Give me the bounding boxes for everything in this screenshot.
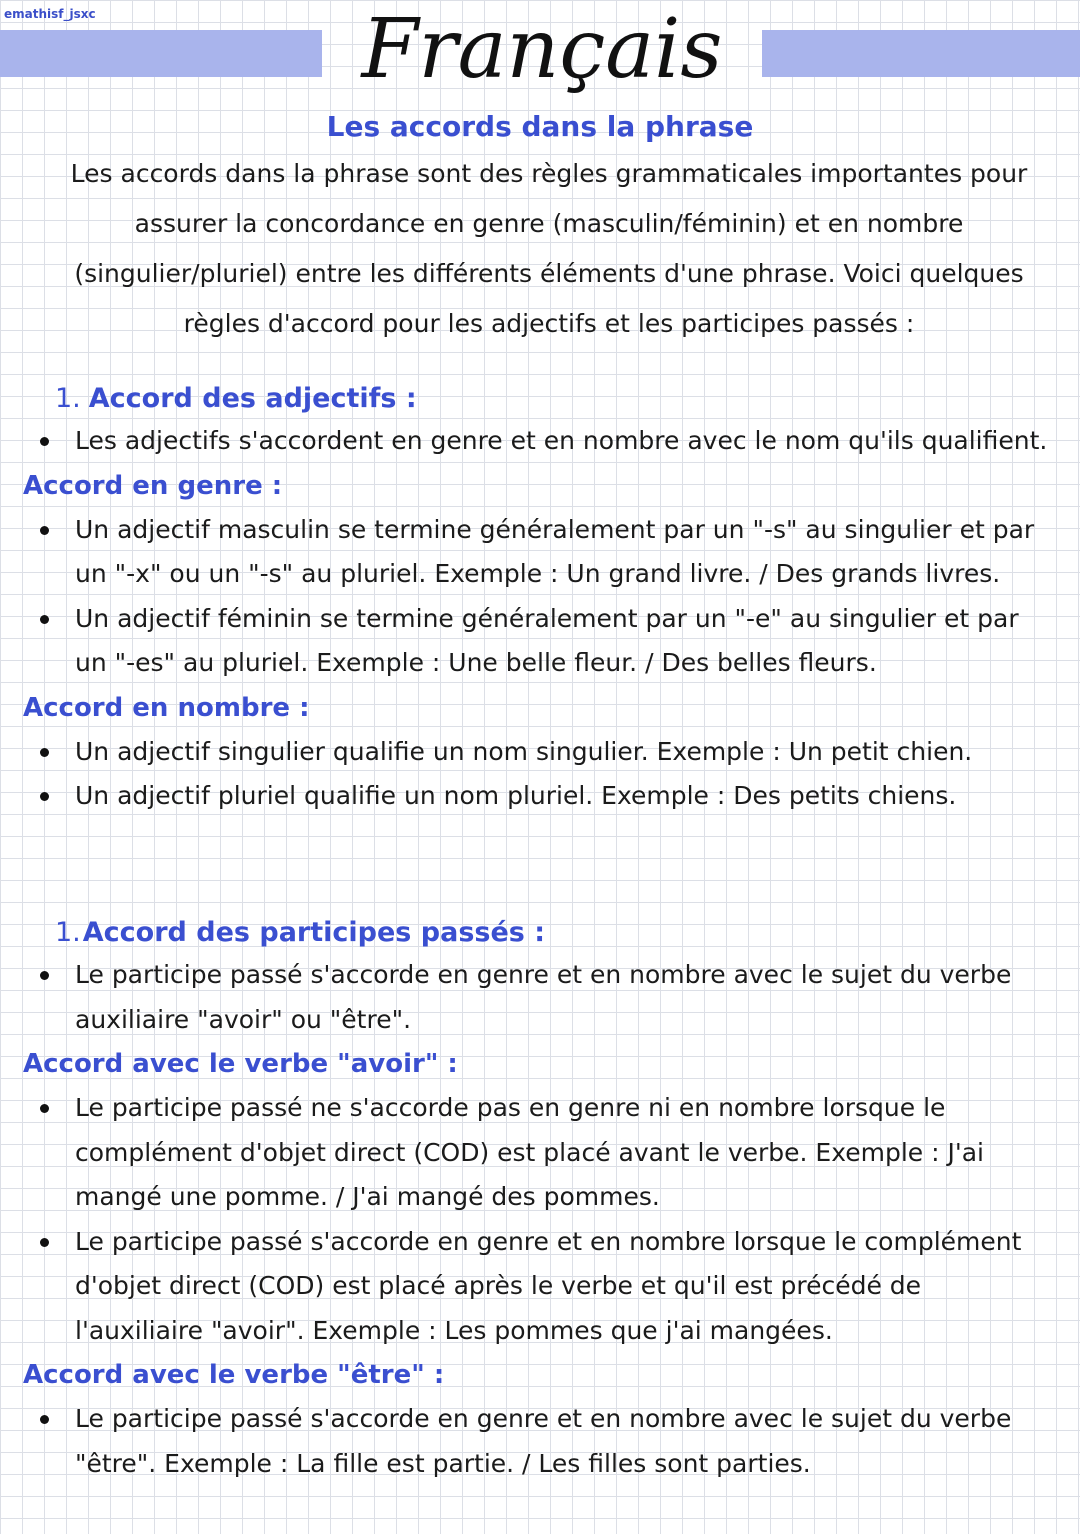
page-subtitle: Les accords dans la phrase bbox=[326, 110, 754, 143]
section-participes bbox=[0, 913, 1080, 1486]
section-number: 1. bbox=[55, 383, 81, 414]
bullet-icon bbox=[40, 971, 49, 980]
bullet-icon bbox=[40, 526, 49, 535]
bullet-text: Un adjectif féminin se termine généralement par un "-e" au singulier et par un "-es" au pluriel. Exemple : Une belle fleur. / Des belles fleurs. bbox=[75, 603, 1019, 677]
subheading-nombre: Accord en nombre : bbox=[23, 692, 310, 723]
bullet-text: Le participe passé s'accorde en genre et en nombre avec le sujet du verbe "être". Exemple : La fille est partie. / Les filles sont parties. bbox=[75, 1404, 1012, 1478]
title-band-right bbox=[762, 30, 1080, 77]
section-title bbox=[0, 913, 1080, 953]
bullet-icon bbox=[40, 748, 49, 757]
bullet-icon bbox=[40, 1104, 49, 1113]
bullet-icon bbox=[40, 792, 49, 801]
bullet-list bbox=[0, 1397, 1080, 1486]
section-title bbox=[0, 379, 1080, 419]
subheading-genre: Accord en genre : bbox=[23, 470, 283, 501]
bullet-icon bbox=[40, 1238, 49, 1247]
bullet-list bbox=[0, 730, 1080, 819]
bullet-item bbox=[0, 597, 1080, 686]
bullet-text: Le participe passé ne s'accorde pas en genre ni en nombre lorsque le complément d'objet direct (COD) est placé avant le verbe. Exemple : J'ai mangé une pomme. / J'ai mangé des pommes. bbox=[75, 1093, 984, 1211]
bullet-text: Les adjectifs s'accordent en genre et en nombre avec le nom qu'ils qualifient. bbox=[75, 426, 1048, 455]
page-title: Français bbox=[361, 2, 723, 97]
bullet-item bbox=[0, 1086, 1080, 1220]
bullet-item bbox=[0, 1397, 1080, 1486]
subheading-avoir: Accord avec le verbe "avoir" : bbox=[23, 1049, 458, 1079]
bullet-list bbox=[0, 953, 1080, 1042]
bullet-icon bbox=[40, 1415, 49, 1424]
author-handle: emathisf_jsxc bbox=[4, 7, 96, 21]
bullet-text: Un adjectif masculin se termine généralement par un "-s" au singulier et par un "-x" ou un "-s" au pluriel. Exemple : Un grand livre. / Des grands livres. bbox=[75, 514, 1035, 588]
section-number: 1. bbox=[55, 917, 81, 948]
bullet-list bbox=[0, 419, 1080, 464]
bullet-item bbox=[0, 774, 1080, 819]
bullet-text: Un adjectif pluriel qualifie un nom pluriel. Exemple : Des petits chiens. bbox=[75, 781, 957, 810]
bullet-item bbox=[0, 1220, 1080, 1354]
section-title-label: Accord des adjectifs : bbox=[88, 383, 417, 414]
bullet-item bbox=[0, 730, 1080, 775]
bullet-text: Un adjectif singulier qualifie un nom singulier. Exemple : Un petit chien. bbox=[75, 736, 973, 766]
subheading-etre: Accord avec le verbe "être" : bbox=[23, 1360, 445, 1390]
bullet-text: Le participe passé s'accorde en genre et en nombre avec le sujet du verbe auxiliaire "avoir" ou "être". bbox=[75, 960, 1012, 1034]
bullet-item bbox=[0, 508, 1080, 597]
section-adjectifs bbox=[0, 379, 1080, 819]
intro-paragraph: Les accords dans la phrase sont des règles grammaticales importantes pour assurer la concordance en genre (masculin/féminin) et en nombre (singulier/pluriel) entre les différents éléments d'une phrase. Voici quelques règles d'accord pour les adjectifs et les participes passés : bbox=[70, 159, 1028, 338]
bullet-item bbox=[0, 953, 1080, 1042]
title-band-left bbox=[0, 30, 322, 77]
bullet-text: Le participe passé s'accorde en genre et en nombre lorsque le complément d'objet direct (COD) est placé après le verbe et qu'il est précédé de l'auxiliaire "avoir". Exemple : Les pommes que j'ai mangées. bbox=[75, 1226, 1022, 1345]
bullet-item bbox=[0, 419, 1080, 464]
bullet-list bbox=[0, 508, 1080, 686]
bullet-list bbox=[0, 1086, 1080, 1353]
section-title-label: Accord des participes passés : bbox=[82, 917, 546, 948]
bullet-icon bbox=[40, 437, 49, 446]
bullet-icon bbox=[40, 615, 49, 624]
